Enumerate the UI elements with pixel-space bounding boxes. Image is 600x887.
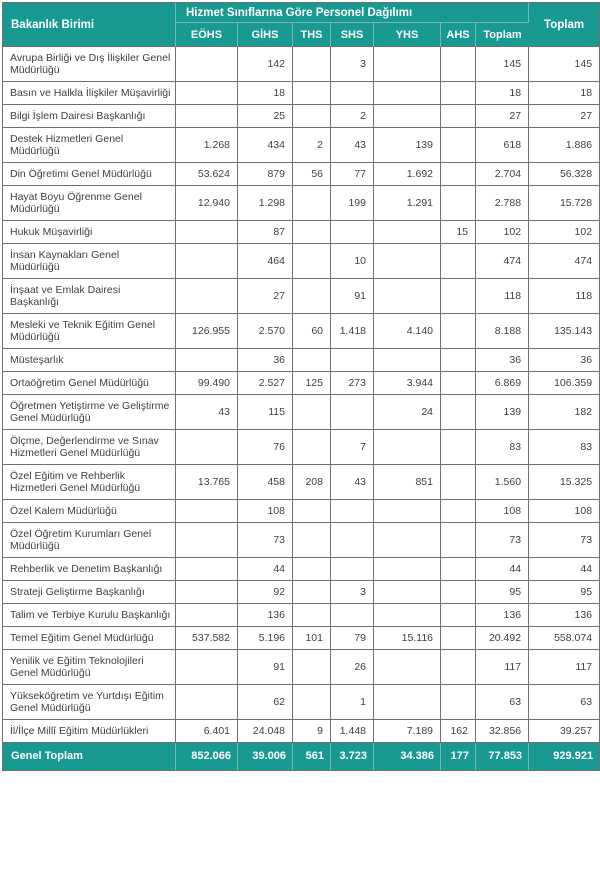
unit-column-header: Bakanlık Birimi — [3, 3, 176, 47]
value-cell: 73 — [476, 523, 529, 558]
value-cell — [374, 349, 441, 372]
table-row — [3, 720, 599, 743]
value-cell: 77 — [331, 163, 374, 186]
value-cell — [176, 349, 238, 372]
grand-total-cell: 95 — [529, 581, 599, 604]
value-cell — [293, 244, 331, 279]
value-cell — [374, 105, 441, 128]
service-class-header: SHS — [331, 23, 374, 47]
value-cell: 87 — [238, 221, 293, 244]
value-cell: 73 — [238, 523, 293, 558]
value-cell: 9 — [293, 720, 331, 743]
table-row — [3, 82, 599, 105]
table-row — [3, 314, 599, 349]
value-cell: 108 — [476, 500, 529, 523]
value-cell: 91 — [238, 650, 293, 685]
value-cell — [176, 430, 238, 465]
value-cell: 2.527 — [238, 372, 293, 395]
grand-total-cell: 73 — [529, 523, 599, 558]
total-sum-cell: 852.066 — [176, 743, 238, 770]
value-cell — [441, 82, 476, 105]
unit-name-cell: Rehberlik ve Denetim Başkanlığı — [3, 558, 176, 581]
grand-total-sum-cell: 929.921 — [529, 743, 599, 770]
unit-name-cell: Öğretmen Yetiştirme ve Geliştirme Genel Müdürlüğü — [3, 395, 176, 430]
value-cell: 27 — [476, 105, 529, 128]
grand-total-cell: 106.359 — [529, 372, 599, 395]
grand-total-cell: 15.728 — [529, 186, 599, 221]
value-cell — [293, 523, 331, 558]
service-class-group-header: Hizmet Sınıflarına Göre Personel Dağılımı — [176, 3, 529, 23]
service-class-header: THS — [293, 23, 331, 47]
value-cell — [176, 604, 238, 627]
value-cell: 108 — [238, 500, 293, 523]
unit-name-cell: Hukuk Müşavirliği — [3, 221, 176, 244]
table-row — [3, 650, 599, 685]
value-cell — [293, 221, 331, 244]
value-cell — [374, 279, 441, 314]
table-row — [3, 47, 599, 82]
value-cell: 208 — [293, 465, 331, 500]
value-cell — [374, 523, 441, 558]
value-cell — [441, 685, 476, 720]
value-cell: 464 — [238, 244, 293, 279]
value-cell: 474 — [476, 244, 529, 279]
value-cell: 117 — [476, 650, 529, 685]
value-cell: 44 — [238, 558, 293, 581]
unit-name-cell: Bilgi İşlem Dairesi Başkanlığı — [3, 105, 176, 128]
value-cell — [176, 82, 238, 105]
value-cell — [176, 685, 238, 720]
value-cell — [441, 279, 476, 314]
value-cell — [176, 244, 238, 279]
value-cell: 63 — [476, 685, 529, 720]
value-cell: 6.869 — [476, 372, 529, 395]
value-cell: 136 — [476, 604, 529, 627]
value-cell — [293, 604, 331, 627]
table-footer — [3, 743, 599, 770]
service-class-header: YHS — [374, 23, 441, 47]
value-cell — [331, 82, 374, 105]
table-row — [3, 685, 599, 720]
service-class-header: AHS — [441, 23, 476, 47]
value-cell: 7.189 — [374, 720, 441, 743]
value-cell — [331, 349, 374, 372]
value-cell: 139 — [374, 128, 441, 163]
value-cell: 1.291 — [374, 186, 441, 221]
value-cell: 6.401 — [176, 720, 238, 743]
value-cell — [441, 244, 476, 279]
value-cell — [176, 221, 238, 244]
table-row — [3, 430, 599, 465]
value-cell: 36 — [476, 349, 529, 372]
value-cell — [331, 221, 374, 244]
unit-name-cell: Basın ve Halkla İlişkiler Müşavirliği — [3, 82, 176, 105]
unit-name-cell: Ortaöğretim Genel Müdürlüğü — [3, 372, 176, 395]
value-cell — [441, 395, 476, 430]
value-cell — [441, 128, 476, 163]
table-row — [3, 163, 599, 186]
value-cell: 1.418 — [331, 314, 374, 349]
value-cell: 13.765 — [176, 465, 238, 500]
table-row — [3, 395, 599, 430]
value-cell: 1.448 — [331, 720, 374, 743]
table-header — [3, 3, 599, 47]
table-row — [3, 372, 599, 395]
unit-name-cell: Özel Kalem Müdürlüğü — [3, 500, 176, 523]
value-cell: 26 — [331, 650, 374, 685]
table-row — [3, 349, 599, 372]
grand-total-cell: 102 — [529, 221, 599, 244]
value-cell: 618 — [476, 128, 529, 163]
value-cell: 91 — [331, 279, 374, 314]
grand-total-cell: 135.143 — [529, 314, 599, 349]
value-cell: 2 — [331, 105, 374, 128]
grand-total-cell: 18 — [529, 82, 599, 105]
grand-total-cell: 83 — [529, 430, 599, 465]
value-cell: 12.940 — [176, 186, 238, 221]
value-cell — [293, 650, 331, 685]
grand-total-cell: 145 — [529, 47, 599, 82]
value-cell — [293, 186, 331, 221]
grand-total-cell: 39.257 — [529, 720, 599, 743]
value-cell — [441, 581, 476, 604]
value-cell — [374, 650, 441, 685]
table-row — [3, 627, 599, 650]
unit-name-cell: Temel Eğitim Genel Müdürlüğü — [3, 627, 176, 650]
value-cell: 2.788 — [476, 186, 529, 221]
table-row — [3, 604, 599, 627]
value-cell: 15 — [441, 221, 476, 244]
grand-total-cell: 136 — [529, 604, 599, 627]
table-row — [3, 221, 599, 244]
grand-total-cell: 15.325 — [529, 465, 599, 500]
value-cell: 62 — [238, 685, 293, 720]
value-cell: 15.116 — [374, 627, 441, 650]
value-cell: 3 — [331, 581, 374, 604]
value-cell — [293, 500, 331, 523]
table-row — [3, 279, 599, 314]
value-cell: 24 — [374, 395, 441, 430]
value-cell: 43 — [331, 465, 374, 500]
unit-name-cell: İnsan Kaynakları Genel Müdürlüğü — [3, 244, 176, 279]
table-body — [3, 47, 599, 743]
grand-total-cell: 118 — [529, 279, 599, 314]
value-cell: 24.048 — [238, 720, 293, 743]
table-row — [3, 186, 599, 221]
value-cell — [441, 650, 476, 685]
unit-name-cell: Talim ve Terbiye Kurulu Başkanlığı — [3, 604, 176, 627]
grand-total-cell: 27 — [529, 105, 599, 128]
value-cell: 102 — [476, 221, 529, 244]
value-cell: 2.570 — [238, 314, 293, 349]
grand-total-row — [3, 743, 599, 770]
value-cell — [374, 685, 441, 720]
value-cell: 44 — [476, 558, 529, 581]
value-cell: 142 — [238, 47, 293, 82]
table-row — [3, 558, 599, 581]
value-cell — [374, 581, 441, 604]
service-class-header: Toplam — [476, 23, 529, 47]
table-row — [3, 523, 599, 558]
value-cell: 162 — [441, 720, 476, 743]
value-cell: 118 — [476, 279, 529, 314]
unit-name-cell: İnşaat ve Emlak Dairesi Başkanlığı — [3, 279, 176, 314]
value-cell — [293, 279, 331, 314]
value-cell: 3 — [331, 47, 374, 82]
value-cell — [293, 349, 331, 372]
value-cell — [331, 523, 374, 558]
unit-name-cell: Avrupa Birliği ve Dış İlişkiler Genel Müdürlüğü — [3, 47, 176, 82]
value-cell — [374, 604, 441, 627]
value-cell — [176, 581, 238, 604]
value-cell — [441, 523, 476, 558]
value-cell: 879 — [238, 163, 293, 186]
value-cell — [176, 105, 238, 128]
value-cell — [374, 82, 441, 105]
value-cell — [293, 430, 331, 465]
total-sum-cell: 3.723 — [331, 743, 374, 770]
value-cell: 2 — [293, 128, 331, 163]
value-cell: 1.268 — [176, 128, 238, 163]
grand-total-row-label: Genel Toplam — [3, 743, 176, 770]
value-cell: 145 — [476, 47, 529, 82]
value-cell: 7 — [331, 430, 374, 465]
value-cell: 273 — [331, 372, 374, 395]
value-cell — [374, 430, 441, 465]
value-cell — [441, 372, 476, 395]
value-cell: 43 — [331, 128, 374, 163]
unit-name-cell: İl/İlçe Millî Eğitim Müdürlükleri — [3, 720, 176, 743]
value-cell: 43 — [176, 395, 238, 430]
value-cell — [331, 395, 374, 430]
value-cell — [441, 465, 476, 500]
grand-total-cell: 182 — [529, 395, 599, 430]
value-cell — [176, 523, 238, 558]
service-class-header: EÖHS — [176, 23, 238, 47]
value-cell — [441, 604, 476, 627]
unit-name-cell: Destek Hizmetleri Genel Müdürlüğü — [3, 128, 176, 163]
value-cell — [374, 500, 441, 523]
value-cell: 36 — [238, 349, 293, 372]
value-cell: 27 — [238, 279, 293, 314]
total-sum-cell: 34.386 — [374, 743, 441, 770]
value-cell — [331, 558, 374, 581]
total-sum-cell: 561 — [293, 743, 331, 770]
unit-name-cell: Hayat Boyu Öğrenme Genel Müdürlüğü — [3, 186, 176, 221]
table-row — [3, 128, 599, 163]
value-cell: 1.560 — [476, 465, 529, 500]
value-cell — [441, 627, 476, 650]
value-cell — [176, 650, 238, 685]
value-cell: 537.582 — [176, 627, 238, 650]
table-row — [3, 581, 599, 604]
grand-total-cell: 108 — [529, 500, 599, 523]
value-cell: 18 — [238, 82, 293, 105]
value-cell: 99.490 — [176, 372, 238, 395]
value-cell — [441, 349, 476, 372]
value-cell: 115 — [238, 395, 293, 430]
value-cell — [293, 685, 331, 720]
value-cell: 1 — [331, 685, 374, 720]
table-row — [3, 244, 599, 279]
value-cell — [176, 500, 238, 523]
value-cell — [441, 163, 476, 186]
value-cell — [293, 82, 331, 105]
value-cell: 18 — [476, 82, 529, 105]
grand-total-cell: 36 — [529, 349, 599, 372]
value-cell — [441, 558, 476, 581]
value-cell: 458 — [238, 465, 293, 500]
value-cell: 125 — [293, 372, 331, 395]
value-cell — [374, 558, 441, 581]
unit-name-cell: Yenilik ve Eğitim Teknolojileri Genel Müdürlüğü — [3, 650, 176, 685]
value-cell: 101 — [293, 627, 331, 650]
value-cell — [293, 47, 331, 82]
value-cell: 32.856 — [476, 720, 529, 743]
value-cell — [331, 500, 374, 523]
value-cell — [441, 47, 476, 82]
value-cell: 4.140 — [374, 314, 441, 349]
value-cell — [293, 558, 331, 581]
grand-total-cell: 558.074 — [529, 627, 599, 650]
value-cell: 3.944 — [374, 372, 441, 395]
value-cell — [176, 279, 238, 314]
total-sum-cell: 77.853 — [476, 743, 529, 770]
value-cell — [176, 47, 238, 82]
total-sum-cell: 177 — [441, 743, 476, 770]
value-cell: 95 — [476, 581, 529, 604]
value-cell — [441, 430, 476, 465]
value-cell: 1.692 — [374, 163, 441, 186]
value-cell: 434 — [238, 128, 293, 163]
value-cell — [441, 500, 476, 523]
value-cell: 139 — [476, 395, 529, 430]
unit-name-cell: Ölçme, Değerlendirme ve Sınav Hizmetleri Genel Müdürlüğü — [3, 430, 176, 465]
unit-name-cell: Müsteşarlık — [3, 349, 176, 372]
value-cell — [331, 604, 374, 627]
value-cell — [441, 186, 476, 221]
value-cell: 83 — [476, 430, 529, 465]
value-cell — [176, 558, 238, 581]
grand-total-cell: 1.886 — [529, 128, 599, 163]
value-cell: 60 — [293, 314, 331, 349]
value-cell: 851 — [374, 465, 441, 500]
value-cell — [441, 105, 476, 128]
value-cell: 2.704 — [476, 163, 529, 186]
value-cell — [441, 314, 476, 349]
value-cell: 76 — [238, 430, 293, 465]
value-cell — [374, 221, 441, 244]
table-row — [3, 465, 599, 500]
value-cell: 25 — [238, 105, 293, 128]
value-cell: 20.492 — [476, 627, 529, 650]
value-cell: 92 — [238, 581, 293, 604]
total-sum-cell: 39.006 — [238, 743, 293, 770]
value-cell: 8.188 — [476, 314, 529, 349]
grand-total-cell: 63 — [529, 685, 599, 720]
value-cell: 126.955 — [176, 314, 238, 349]
grand-total-cell: 44 — [529, 558, 599, 581]
value-cell: 53.624 — [176, 163, 238, 186]
grand-total-cell: 474 — [529, 244, 599, 279]
value-cell — [293, 395, 331, 430]
grand-total-column-header: Toplam — [529, 3, 599, 47]
value-cell: 1.298 — [238, 186, 293, 221]
value-cell: 56 — [293, 163, 331, 186]
value-cell — [293, 581, 331, 604]
grand-total-cell: 56.328 — [529, 163, 599, 186]
table-row — [3, 105, 599, 128]
value-cell — [374, 47, 441, 82]
unit-name-cell: Din Öğretimi Genel Müdürlüğü — [3, 163, 176, 186]
unit-name-cell: Strateji Geliştirme Başkanlığı — [3, 581, 176, 604]
value-cell: 79 — [331, 627, 374, 650]
unit-name-cell: Özel Öğretim Kurumları Genel Müdürlüğü — [3, 523, 176, 558]
header-row-group — [3, 3, 599, 23]
unit-name-cell: Özel Eğitim ve Rehberlik Hizmetleri Genel Müdürlüğü — [3, 465, 176, 500]
value-cell: 10 — [331, 244, 374, 279]
value-cell: 5.196 — [238, 627, 293, 650]
value-cell: 136 — [238, 604, 293, 627]
value-cell: 199 — [331, 186, 374, 221]
value-cell — [374, 244, 441, 279]
grand-total-cell: 117 — [529, 650, 599, 685]
service-class-header: GİHS — [238, 23, 293, 47]
table-row — [3, 500, 599, 523]
value-cell — [293, 105, 331, 128]
unit-name-cell: Yükseköğretim ve Yurtdışı Eğitim Genel Müdürlüğü — [3, 685, 176, 720]
unit-name-cell: Mesleki ve Teknik Eğitim Genel Müdürlüğü — [3, 314, 176, 349]
personnel-distribution-table — [2, 2, 600, 771]
